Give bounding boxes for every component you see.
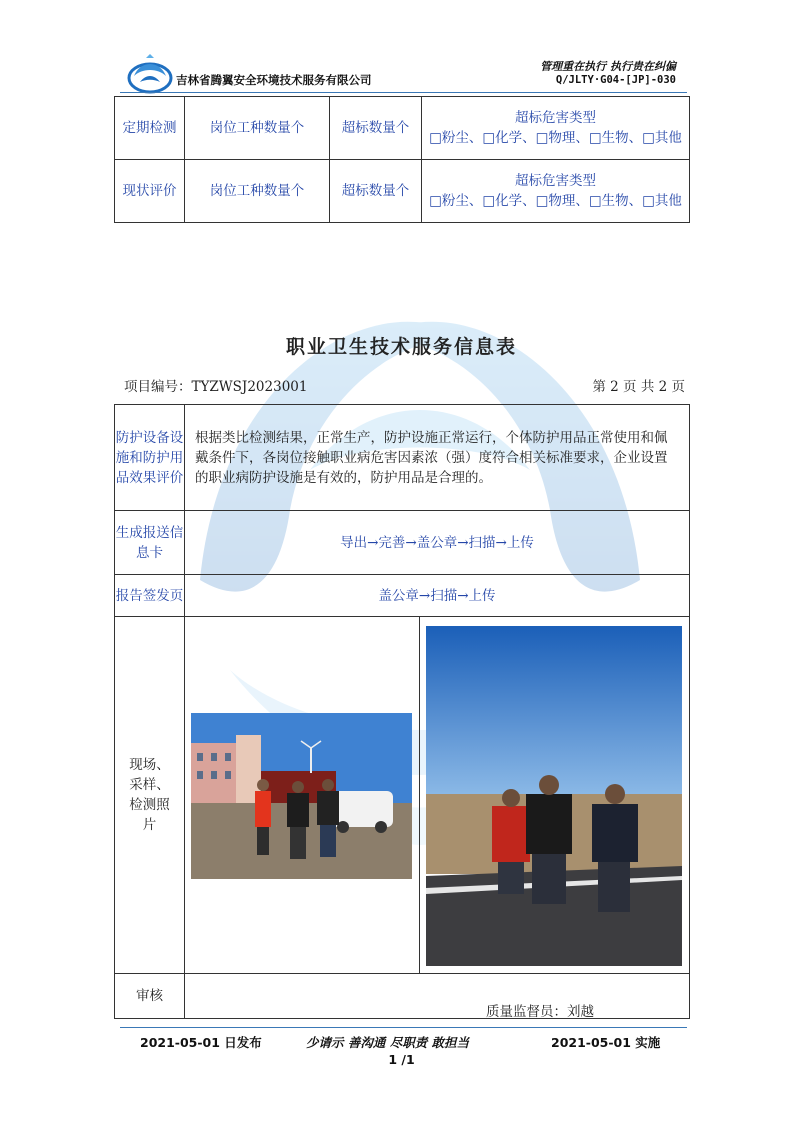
hazard-summary-table — [114, 96, 690, 223]
exceed-count-cell: 超标数量个 — [330, 160, 422, 223]
footer-motto: 少请示 善沟通 尽职责 敢担当 — [306, 1035, 470, 1050]
page-number: 1 /1 — [388, 1052, 415, 1067]
review-cell — [185, 974, 690, 1019]
table-row — [115, 405, 690, 511]
protection-content: 根据类比检测结果，正常生产，防护设施正常运行，个体防护用品正常使用和佩戴条件下，各岗位接触职业病危害因素浓（强）度符合相关标准要求，企业设置的职业病防护设施是有效的，防护用品是合理的。 — [185, 405, 690, 511]
hazard-type-cell — [422, 160, 690, 223]
publish-date: 2021-05-01 日发布 — [140, 1035, 262, 1050]
table-row — [115, 97, 690, 160]
company-logo — [126, 54, 174, 94]
table-row — [115, 511, 690, 575]
hazard-type-title: 超标危害类型 — [515, 110, 596, 126]
post-count-cell: 岗位工种数量个 — [185, 160, 330, 223]
row-label: 定期检测 — [115, 97, 185, 160]
implement-date: 2021-05-01 实施 — [551, 1035, 661, 1050]
footer-divider — [120, 1027, 687, 1028]
header-divider — [120, 92, 687, 93]
hazard-type-options: □粉尘、□化学、□物理、□生物、□其他 — [429, 193, 682, 209]
report-card-content: 导出→完善→盖公章→扫描→上传 — [185, 511, 690, 575]
company-name: 吉林省腾翼安全环境技术服务有限公司 — [176, 73, 372, 87]
review-label: 审核 — [115, 974, 185, 1019]
exceed-count-cell: 超标数量个 — [330, 97, 422, 160]
sign-page-content: 盖公章→扫描→上传 — [185, 575, 690, 617]
sign-page-label: 报告签发页 — [115, 575, 185, 617]
row-label: 现状评价 — [115, 160, 185, 223]
report-card-label: 生成报送信息卡 — [115, 511, 185, 575]
table-row — [115, 160, 690, 223]
form-title: 职业卫生技术服务信息表 — [285, 336, 517, 358]
document-number: Q/JLTY·G04-[JP]-030 — [555, 74, 676, 86]
reviewer-signature: 质量监督员：刘越 — [486, 1004, 594, 1020]
page-info: 第 2 页 共 2 页 — [592, 379, 685, 395]
post-count-cell: 岗位工种数量个 — [185, 97, 330, 160]
project-number: 项目编号：TYZWSJ2023001 — [124, 379, 308, 395]
hazard-type-options: □粉尘、□化学、□物理、□生物、□其他 — [429, 130, 682, 146]
table-row — [115, 575, 690, 617]
site-photo-road — [426, 626, 682, 966]
site-photo-building — [191, 713, 412, 879]
hazard-type-title: 超标危害类型 — [515, 173, 596, 189]
header-slogan: 管理重在执行 执行贵在纠偏 — [540, 60, 676, 73]
table-row — [115, 974, 690, 1019]
protection-label: 防护设备设施和防护用品效果评价 — [115, 405, 185, 511]
hazard-type-cell — [422, 97, 690, 160]
photos-label: 现场、采样、检测照片 — [115, 617, 185, 974]
